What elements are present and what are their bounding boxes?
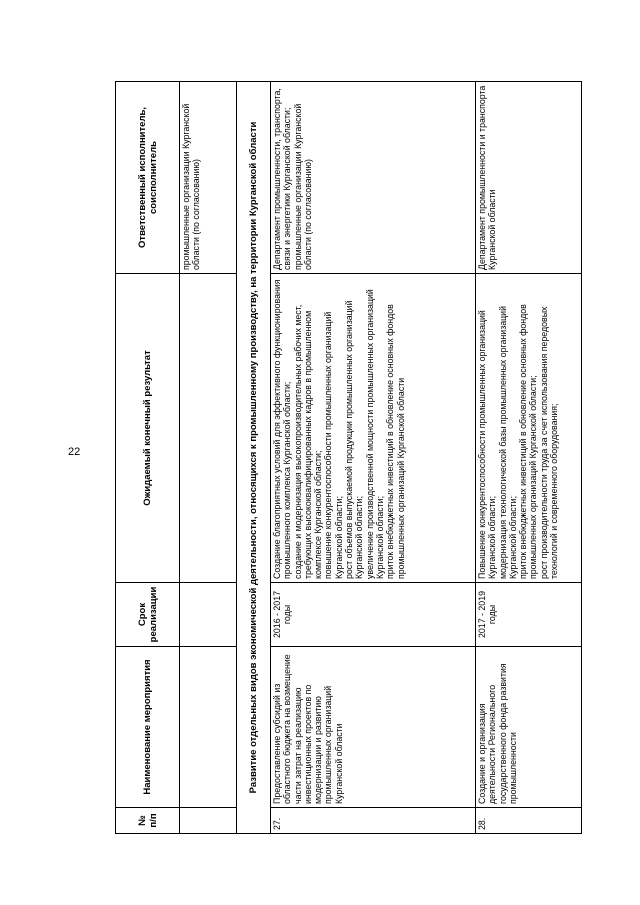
- continuation-responsible-cell: промышленные организации Курганской области (по согласованию): [180, 82, 237, 274]
- result-line: Повышение конкурентоспособности промышленных организаций Курганской области;: [477, 310, 498, 579]
- result-line: повышение конкурентоспособности промышленных организаций Курганской области;: [323, 311, 344, 579]
- row-term: 2017 - 2019 годы: [476, 583, 582, 647]
- result-line: приток внебюджетных инвестиций в обновление основных фондов промышленных организаций Курганской области;: [518, 304, 539, 579]
- row-name: Предоставление субсидий из областного бюджета на возмещение части затрат на реализацию инвестиционных проектов по модернизации и развитию промышленных организаций Курганской области: [271, 647, 476, 808]
- table-row: [271, 82, 476, 834]
- result-line: создание и модернизация высокопроизводительных рабочих мест, требующих высококвалифицированных кадров в промышленном комплексе Курганской области;: [292, 304, 324, 579]
- result-line: модернизация технологической базы промышленных организаций Курганской области;: [497, 306, 518, 579]
- header-result: Ожидаемый конечный результат: [116, 274, 180, 583]
- result-line: приток внебюджетных инвестиций в обновление основных фондов промышленных организаций Курганской области: [385, 304, 406, 579]
- result-line: рост производительности труда за счет использования передовых технологий и современного оборудования;: [538, 306, 560, 579]
- continuation-result-cell: [180, 274, 237, 583]
- measures-table: [115, 81, 582, 834]
- row-result: [476, 274, 582, 583]
- row-term: 2016 - 2017 годы: [271, 583, 476, 647]
- continuation-number-cell: [180, 808, 237, 834]
- row-responsible: Департамент промышленности и транспорта Курганской области: [476, 82, 582, 274]
- row-number: 28.: [476, 808, 582, 834]
- page-number: 22: [68, 446, 81, 458]
- result-line: Создание благоприятных условий для эффективного функционирования промышленного комплекса Курганской области;: [272, 279, 293, 579]
- continuation-name-cell: [180, 647, 237, 808]
- continuation-term-cell: [180, 583, 237, 647]
- section-row: [237, 82, 271, 834]
- result-line: увеличение производственной мощности промышленных организаций Курганской области;: [364, 289, 385, 579]
- header-row: [116, 82, 180, 834]
- header-name: Наименование мероприятия: [116, 647, 180, 808]
- row-result: [271, 274, 476, 583]
- header-term: Срок реализации: [116, 583, 180, 647]
- section-title: Развитие отдельных видов экономической деятельности, относящихся к промышленному производству, на территории Курганской области: [237, 82, 271, 834]
- row-responsible: Департамент промышленности, транспорта, связи и энергетики Курганской области; промышленные организации Курганской области (по согласованию): [271, 82, 476, 274]
- result-line: рост объемов выпускаемой продукции промышленных организаций Курганской области;: [344, 300, 365, 579]
- table-row: [476, 82, 582, 834]
- row-number: 27.: [271, 808, 476, 834]
- row-name: Создание и организация деятельности Регионального государственного фонда развития промышленности: [476, 647, 582, 808]
- rotated-table-container: [115, 82, 581, 834]
- header-responsible: Ответственный исполнитель, соисполнитель: [116, 82, 180, 274]
- continuation-row: [180, 82, 237, 834]
- header-number: № п/п: [116, 808, 180, 834]
